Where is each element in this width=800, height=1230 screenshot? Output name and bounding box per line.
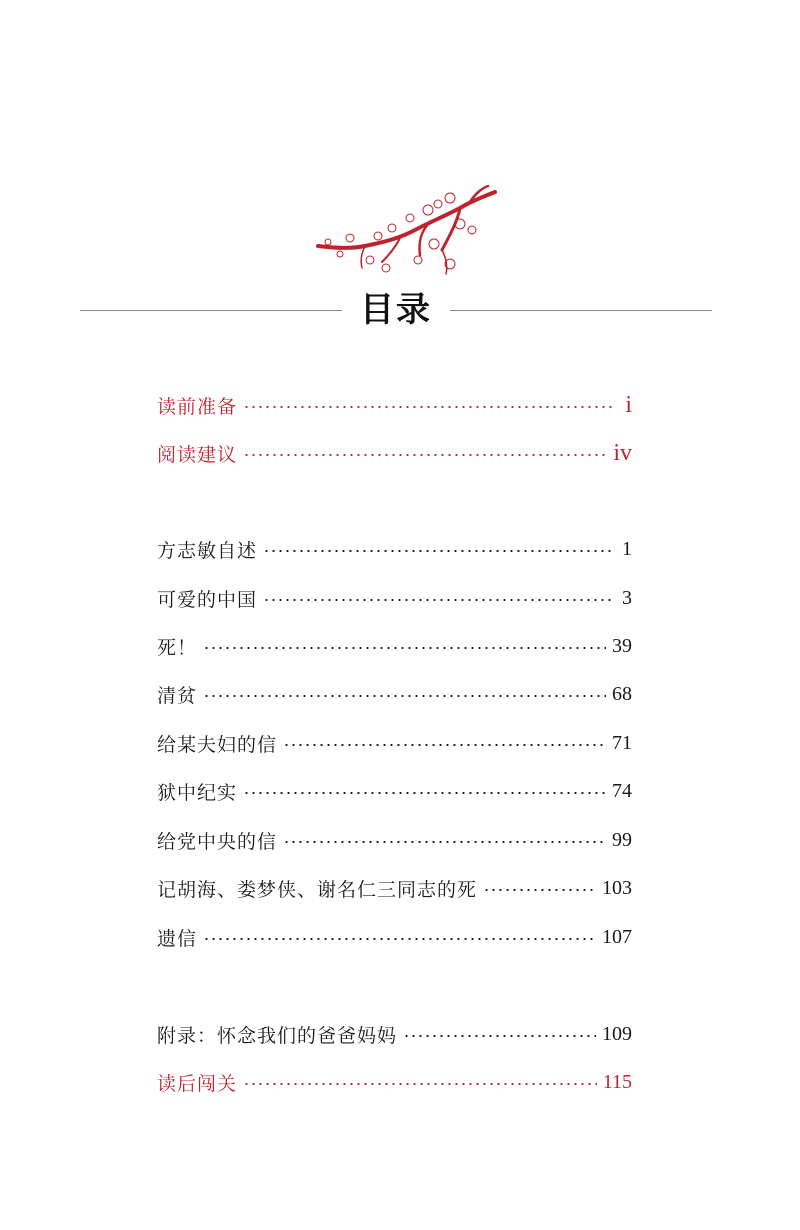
toc-entry-page: iv [613,439,632,466]
toc-entry-page: 3 [622,586,632,609]
toc-entry-label: 附录：怀念我们的爸爸妈妈 [157,1024,398,1047]
toc-entry-chapter-1[interactable] [157,534,632,564]
toc-entry-label: 给党中央的信 [157,830,278,853]
toc-entry-label: 可爱的中国 [157,588,258,611]
toc-entry-label: 狱中纪实 [157,781,238,804]
toc-entry-appendix[interactable] [157,1019,632,1049]
title-rule-right [450,310,712,311]
toc-entry-label: 遗信 [157,927,198,950]
dot-leader [243,454,607,456]
toc-entry-label: 清贫 [157,684,198,707]
toc-entry-quiz[interactable] [157,1067,632,1097]
toc-entry-page: 107 [602,925,632,948]
toc-entry-label: 给某夫妇的信 [157,733,278,756]
dot-leader [483,889,596,891]
toc-entry-chapter-7[interactable] [157,825,632,855]
toc-entry-front-1[interactable] [157,390,632,420]
dot-leader [203,647,606,649]
toc-entry-label: 死！ [157,636,198,659]
toc-entry-front-2[interactable] [157,438,632,468]
plum-blossom-branch-icon [310,180,500,280]
toc-entry-chapter-9[interactable] [157,922,632,952]
dot-leader [263,599,612,601]
toc-entry-page: 68 [612,682,632,705]
toc-entry-chapter-4[interactable] [157,679,632,709]
dot-leader [243,406,612,408]
dot-leader [243,1083,597,1085]
dot-leader [203,695,606,697]
toc-entry-chapter-5[interactable] [157,728,632,758]
toc-entry-page: 71 [612,731,632,754]
dot-leader [403,1035,596,1037]
toc-entry-label: 阅读建议 [157,443,238,466]
dot-leader [283,744,606,746]
toc-entry-page: 39 [612,634,632,657]
toc-entry-label: 方志敏自述 [157,539,258,562]
toc-entry-page: i [625,391,632,418]
toc-entry-chapter-8[interactable] [157,873,632,903]
dot-leader [203,938,596,940]
toc-entry-page: 99 [612,828,632,851]
toc-entry-page: 1 [622,537,632,560]
toc-entry-chapter-2[interactable] [157,583,632,613]
title-row [80,290,712,330]
toc-entry-chapter-6[interactable] [157,776,632,806]
toc-entry-page: 103 [602,876,632,899]
toc-entry-label: 读后闯关 [157,1072,238,1095]
toc-entry-page: 115 [602,1070,632,1093]
title-rule-left [80,310,342,311]
toc-entry-label: 读前准备 [157,395,238,418]
toc-entry-page: 109 [602,1022,632,1045]
dot-leader [263,550,612,552]
page-title: 目录 [360,290,432,330]
toc-entry-page: 74 [612,779,632,802]
toc-entry-chapter-3[interactable] [157,631,632,661]
dot-leader [283,841,606,843]
toc-entry-label: 记胡海、娄梦侠、谢名仁三同志的死 [157,878,478,901]
dot-leader [243,792,606,794]
